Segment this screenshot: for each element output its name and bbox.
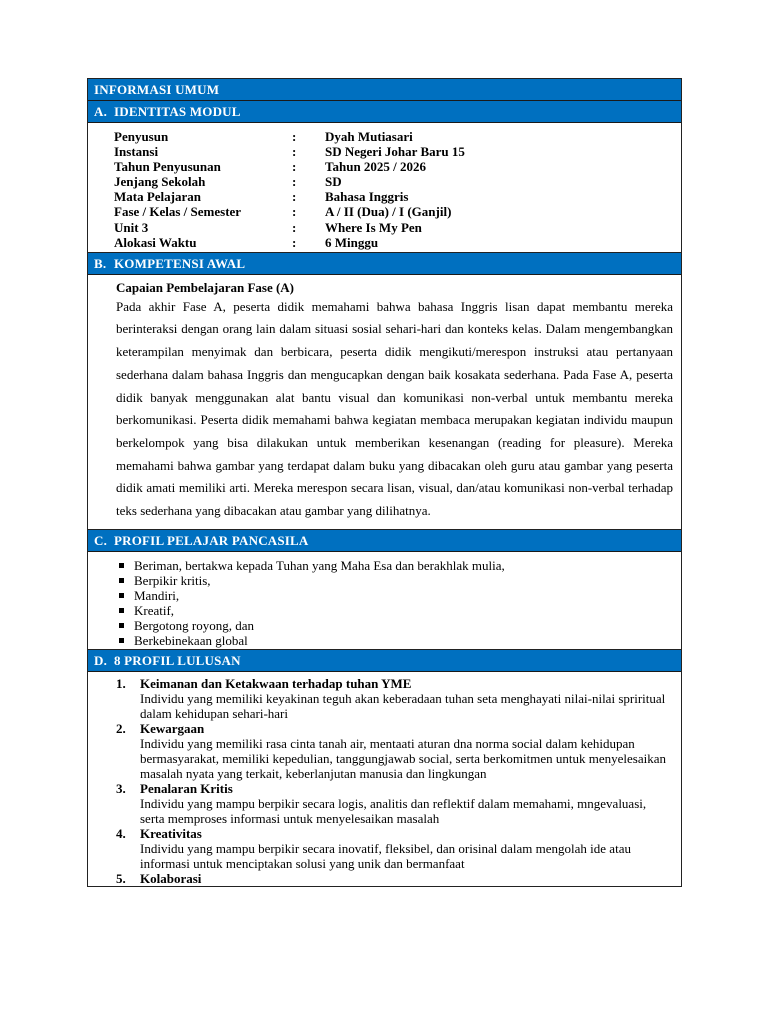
identity-key: Penyusun: [114, 129, 169, 144]
lulusan-number: 3.: [116, 780, 126, 796]
section-b-title: KOMPETENSI AWAL: [114, 255, 246, 271]
lulusan-title: Penalaran Kritis: [140, 780, 233, 796]
pancasila-item: [116, 573, 681, 588]
square-bullet-icon: [119, 593, 124, 598]
square-bullet-icon: [119, 578, 124, 583]
section-c-title: PROFIL PELAJAR PANCASILA: [114, 532, 309, 548]
section-c-letter: C.: [94, 532, 108, 548]
identity-value: Tahun 2025 / 2026: [325, 159, 427, 175]
lulusan-list: [88, 672, 681, 886]
identity-key: Fase / Kelas / Semester: [114, 204, 242, 220]
identity-value: Dyah Mutiasari: [325, 129, 413, 144]
lulusan-number: 2.: [116, 720, 126, 736]
lulusan-item: [116, 781, 671, 826]
capaian-subtitle: Capaian Pembelajaran Fase (A): [116, 279, 295, 295]
square-bullet-icon: [119, 623, 124, 628]
section-d-bar: [88, 650, 681, 672]
identity-value: Where Is My Pen: [325, 219, 422, 235]
section-d-title: 8 PROFIL LULUSAN: [114, 652, 241, 668]
lulusan-number: 1.: [116, 675, 126, 691]
identity-row: [114, 204, 681, 219]
lulusan-number: 4.: [116, 825, 126, 841]
identity-colon: :: [292, 189, 297, 205]
section-b-body: [88, 275, 681, 530]
lulusan-desc: Individu yang memiliki rasa cinta tanah air, mentaati aturan dna norma social dalam kehidupan bermasyarakat, memiliki kepedulian, tanggungjawab social, serta berkomitmen untuk menyelesaikan masalah nyata yang terkait, keberlanjutan manusia dan lingkungan: [140, 735, 666, 781]
identity-row: [114, 129, 681, 144]
identity-value: Bahasa Inggris: [325, 189, 409, 205]
section-a-title: IDENTITAS MODUL: [114, 104, 241, 119]
section-b-bar: [88, 253, 681, 275]
identity-value: SD: [325, 174, 342, 190]
pancasila-item: [116, 588, 681, 603]
identity-colon: :: [292, 204, 297, 220]
section-d-body: [88, 672, 681, 886]
identity-value: 6 Minggu: [325, 234, 379, 250]
square-bullet-icon: [119, 638, 124, 643]
identity-table: [88, 123, 681, 252]
square-bullet-icon: [119, 563, 124, 568]
pancasila-item-text: Berkebinekaan global: [134, 632, 248, 648]
identity-key: Jenjang Sekolah: [114, 174, 206, 190]
identity-key: Alokasi Waktu: [114, 234, 197, 250]
pancasila-item-text: Bergotong royong, dan: [134, 617, 254, 633]
pancasila-item: [116, 558, 681, 573]
section-c-bar: [88, 530, 681, 552]
section-d-letter: D.: [94, 652, 108, 668]
section-b-letter: B.: [94, 255, 107, 271]
lulusan-item: [116, 826, 671, 871]
identity-colon: :: [292, 144, 297, 160]
pancasila-item: [116, 603, 681, 618]
header-title: INFORMASI UMUM: [94, 82, 220, 97]
lulusan-desc: Individu yang mampu berpikir secara inovatif, fleksibel, dan orisinal dalam mengolah ide atau informasi untuk menciptakan solusi yang unik dan bermanfaat: [140, 840, 631, 871]
identity-row: [114, 189, 681, 204]
identity-key: Tahun Penyusunan: [114, 159, 221, 175]
lulusan-desc: Individu yang mampu berpikir secara logis, analitis dan reflektif dalam memahami, mngevaluasi, serta memproses informasi untuk menyelesaikan masalah: [140, 795, 647, 826]
identity-colon: :: [292, 159, 297, 175]
lulusan-title: Kewargaan: [140, 720, 205, 736]
lulusan-title: Kolaborasi: [140, 870, 202, 886]
lulusan-title: Kreativitas: [140, 825, 202, 841]
section-a-body: [88, 123, 681, 253]
identity-row: [114, 144, 681, 159]
lulusan-item: [116, 721, 671, 781]
pancasila-item: [116, 633, 681, 648]
lulusan-item: [116, 676, 671, 721]
identity-row: [114, 159, 681, 174]
lulusan-desc: Individu yang memiliki keyakinan teguh akan keberadaan tuhan seta menghayati nilai-nilai spriritual dalam kehidupan sehari-hari: [140, 690, 666, 721]
section-a-bar: [88, 101, 681, 123]
identity-key: Instansi: [114, 144, 159, 160]
lulusan-item: [116, 871, 671, 886]
identity-colon: :: [292, 174, 297, 190]
pancasila-item-text: Beriman, bertakwa kepada Tuhan yang Maha Esa dan berakhlak mulia,: [134, 557, 505, 573]
pancasila-item: [116, 618, 681, 633]
identity-colon: :: [292, 129, 297, 144]
identity-colon: :: [292, 219, 297, 235]
identity-key: Mata Pelajaran: [114, 189, 202, 205]
module-document: [87, 78, 682, 887]
section-c-body: [88, 552, 681, 650]
identity-row: [114, 174, 681, 189]
identity-colon: :: [292, 234, 297, 250]
section-a-letter: A.: [94, 104, 108, 119]
identity-row: [114, 220, 681, 235]
lulusan-title: Keimanan dan Ketakwaan terhadap tuhan YME: [140, 675, 412, 691]
identity-value: A / II (Dua) / I (Ganjil): [325, 204, 452, 220]
pancasila-item-text: Kreatif,: [134, 602, 175, 618]
capaian-paragraph: Pada akhir Fase A, peserta didik memahami bahwa bahasa Inggris lisan dapat membantu mereka berinteraksi dengan orang lain dalam situasi sosial sehari-hari dan konteks kelas. Dalam mengembangkan keterampilan menyimak dan berbicara, peserta didik mengikuti/merespon instruksi atau pertanyaan sederhana dalam bahasa Inggris dan mengucapkan dengan baik kosakata sederhana. Pada Fase A, peserta didik banyak menggunakan alat bantu visual dan komunikasi non-verbal untuk membantu mereka berkomunikasi. Peserta didik memahami bahwa kegiatan membaca merupakan kegiatan individu maupun berkelompok yang bisa dilakukan untuk memberikan kesenangan (reading for pleasure). Mereka memahami bahwa gambar yang terdapat dalam buku yang dibacakan oleh guru atau gambar yang peserta didik amati memiliki arti. Mereka merespon secara lisan, visual, dan/atau komunikasi non-verbal terhadap teks sederhana yang dibacakan atau gambar yang dilihatnya.: [116, 298, 673, 519]
lulusan-number: 5.: [116, 870, 126, 886]
pancasila-list: [88, 552, 681, 649]
identity-value: SD Negeri Johar Baru 15: [325, 144, 465, 160]
identity-key: Unit 3: [114, 219, 149, 235]
pancasila-item-text: Berpikir kritis,: [134, 572, 211, 588]
pancasila-item-text: Mandiri,: [134, 587, 180, 603]
header-bar: [88, 79, 681, 101]
square-bullet-icon: [119, 608, 124, 613]
identity-row: [114, 235, 681, 250]
